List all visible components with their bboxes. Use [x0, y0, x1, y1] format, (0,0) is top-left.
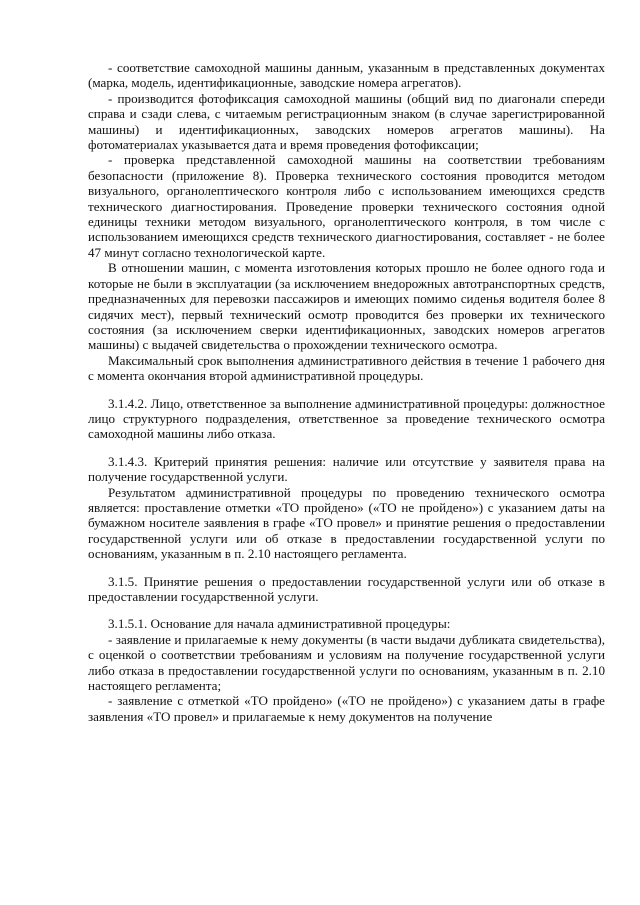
document-page: [88, 60, 605, 724]
paragraph-max-duration: Максимальный срок выполнения административного действия в течение 1 рабочего дня с момента окончания второй административной процедуры.: [88, 352, 605, 384]
paragraph-3-1-4-3: 3.1.4.3. Критерий принятия решения: наличие или отсутствие у заявителя права на получение государственной услуги.: [88, 453, 605, 485]
paragraph-application-documents: - заявление и прилагаемые к нему документы (в части выдачи дубликата свидетельства), с оценкой о соответствии требованиям и условиям на получение государственной услуги либо отказа в предоставлении государственной услуги по основаниям, указанным в п. 2.10 настоящего регламента;: [88, 631, 605, 694]
paragraph-3-1-5-1: 3.1.5.1. Основание для начала административной процедуры:: [108, 616, 451, 632]
paragraph-photo-fixation: - производится фотофиксация самоходной машины (общий вид по диагонали спереди справа и сзади слева, с читаемым регистрационным знаком (в случае зарегистрированной машины) и идентификационных, заводских номеров агрегатов машины). На фотоматериалах указывается дата и время проведения фотофиксации;: [88, 90, 605, 153]
paragraph-result: Результатом административной процедуры по проведению технического осмотра является: проставление отметки «ТО пройдено» («ТО не пройдено») с указанием даты на бумажном носителе заявления в графе «ТО провел» и принятие решения о предоставлении государственной услуги или об отказе в предоставлении государственной услуги по основаниям, указанным в п. 2.10 настоящего регламента.: [88, 484, 605, 562]
paragraph-3-1-5: 3.1.5. Принятие решения о предоставлении государственной услуги или об отказе в предоставлении государственной услуги.: [88, 573, 605, 604]
paragraph-safety-check: - проверка представленной самоходной машины на соответствии требованиям безопасности (приложение 8). Проверка технического состояния проводится методом визуального, органолептического контроля либо с использованием имеющихся средств технического диагностирования. Проведение проверки технического состояния одной единицы техники методом визуального, органолептического контроля, в том числе с использованием имеющихся средств технического диагностирования, составляет - не более 47 минут согласно технологической карте.: [88, 152, 605, 260]
paragraph-3-1-4-2: 3.1.4.2. Лицо, ответственное за выполнение административной процедуры: должностное лицо структурного подразделения, ответственное за проведение технического осмотра самоходной машины либо отказа.: [88, 395, 605, 442]
paragraph-first-inspection: В отношении машин, с момента изготовления которых прошло не более одного года и которые не были в эксплуатации (за исключением внедорожных автотранспортных средств, предназначенных для перевозки пассажиров и имеющих помимо сиденья водителя более 8 сидячих мест), первый технический осмотр проводится без проверки их технического состояния (за исключением сверки идентификационных, заводских номеров агрегатов машины) с выдачей свидетельства о прохождении технического осмотра.: [88, 260, 605, 353]
paragraph-application-mark: - заявление с отметкой «ТО пройдено» («ТО не пройдено») с указанием даты в графе заявления «ТО провел» и прилагаемые к нему документов на получение: [88, 693, 605, 724]
paragraph-conformity: - соответствие самоходной машины данным, указанным в представленных документах (марка, модель, идентификационные, заводские номера агрегатов).: [88, 60, 605, 91]
